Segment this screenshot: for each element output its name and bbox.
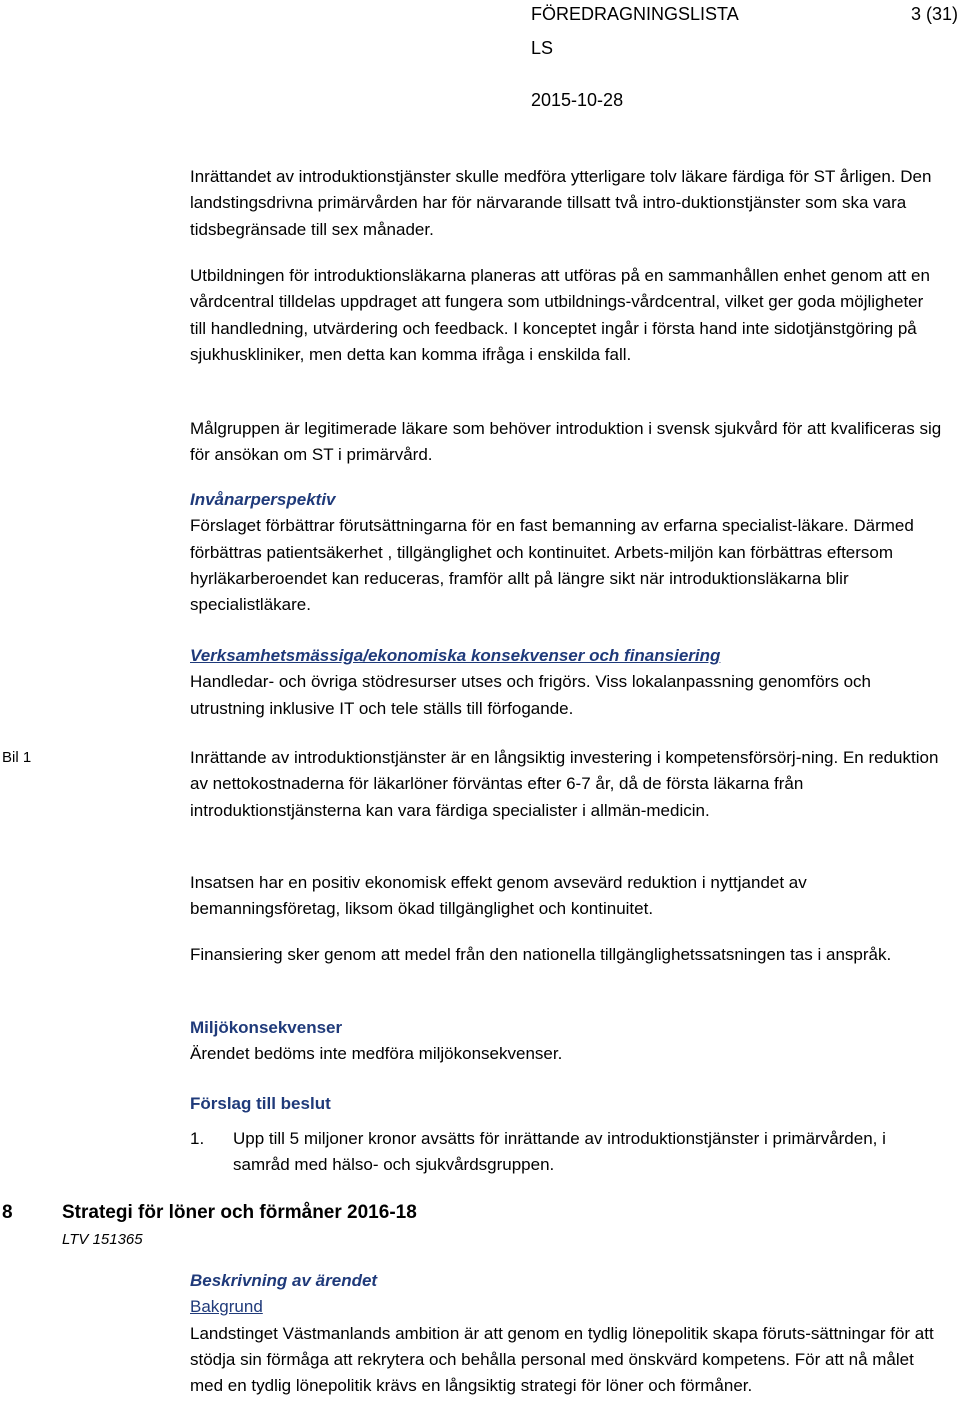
case-reference: LTV 151365 [62,1231,143,1248]
heading-resident-perspective: Invånarperspektiv [190,490,336,509]
paragraph-text: Målgruppen är legitimerade läkare som behöver introduktion i svensk sjukvård för att kvalificeras sig för ansökan om ST i primärvård. [190,419,942,465]
paragraph-text: Utbildningen för introduktionsläkarna planeras att utföras på en sammanhållen enhet genom att en vårdcentral tilldelas uppdraget att fungera som utbildnings-vårdcentral, vilket ger goda möjligheter till handledning, utvärdering och feedback. I konceptet ingår i första hand inte sidotjänstgöring på sjukhuskliniker, men detta kan komma ifråga i enskilda fall. [190,266,930,364]
paragraph-economic-effect [190,870,942,923]
section-environmental-consequences [190,1015,942,1068]
paragraph-text: Inrättandet av introduktionstjänster skulle medföra ytterligare tolv läkare färdiga för ST årligen. Den landstingsdrivna primärvården har för närvarande tillsatt två intro-duktionstjänster som ska vara tidsbegränsade till sex månader. [190,167,932,239]
paragraph-long-term-investment [190,745,942,824]
section-title: Strategi för löner och förmåner 2016-18 [62,1202,417,1223]
heading-background: Bakgrund [190,1297,263,1317]
heading-case-description: Beskrivning av ärendet [190,1271,378,1290]
page-number: 3 (31) [910,4,958,24]
paragraph-text: Finansiering sker genom att medel från den nationella tillgänglighetssatsningen tas i anspråk. [190,945,892,964]
list-item-number: 1. [190,1129,205,1148]
paragraph-text: Inrättande av introduktionstjänster är en långsiktig investering i kompetensförsörj-ning. En reduktion av nettokostnaderna för läkarlöner förväntas efter 6-7 år, då de första läkarna från introduktionstjänsterna kan vara färdiga specialister i allmän-medicin. [190,748,939,820]
paragraph-text: Landstinget Västmanlands ambition är att genom en tydlig lönepolitik skapa föruts-sättningar för att stödja sin förmåga att rekrytera och behålla personal med önskvärd kompetens. För att nå målet med en tydlig lönepolitik krävs en långsiktig strategi för löner och förmåner. [190,1323,934,1396]
section-number: 8 [2,1202,13,1223]
paragraph-text: Insatsen har en positiv ekonomisk effekt genom avsevärd reduktion i nyttjandet av bemanningsföretag, liksom ökad tillgänglighet och kontinuitet. [190,873,807,919]
paragraph-financing [190,942,942,968]
paragraph-text: Förslaget förbättrar förutsättningarna för en fast bemanning av erfarna specialist-läkare. Därmed förbättras patientsäkerhet , tillgänglighet och kontinuitet. Arbets-miljön kan förbättras eftersom hyrläkarberoendet kan reduceras, framför allt på längre sikt när introduktionsläkarna blir specialistläkare. [190,516,914,615]
heading-operational-consequences: Verksamhetsmässiga/ekonomiska konsekvenser och finansiering [190,646,721,665]
document-type-title: FÖREDRAGNINGSLISTA [531,4,739,24]
department-code: LS [531,38,554,58]
heading-environmental-consequences: Miljökonsekvenser [190,1018,343,1037]
paragraph-target-group [190,416,942,469]
list-item-text: Upp till 5 miljoner kronor avsätts för inrättande av introduktionstjänster i primärvården, i samråd med hälso- och sjukvårdsgruppen. [233,1129,886,1175]
paragraph-training-plan [190,263,942,368]
paragraph-introduction-posts [190,164,942,243]
section-operational-consequences [190,643,942,722]
attachment-margin-note: Bil 1 [2,749,32,766]
paragraph-text: Ärendet bedöms inte medföra miljökonsekvenser. [190,1044,563,1064]
heading-proposal: Förslag till beslut [190,1094,331,1113]
section-proposal [190,1091,942,1117]
section-resident-perspective [190,487,942,618]
document-date: 2015-10-28 [531,90,624,110]
section-case-description [190,1268,942,1399]
paragraph-text: Handledar- och övriga stödresurser utses och frigörs. Viss lokalanpassning genomförs och utrustning inklusive IT och tele ställs till förfogande. [190,672,871,718]
